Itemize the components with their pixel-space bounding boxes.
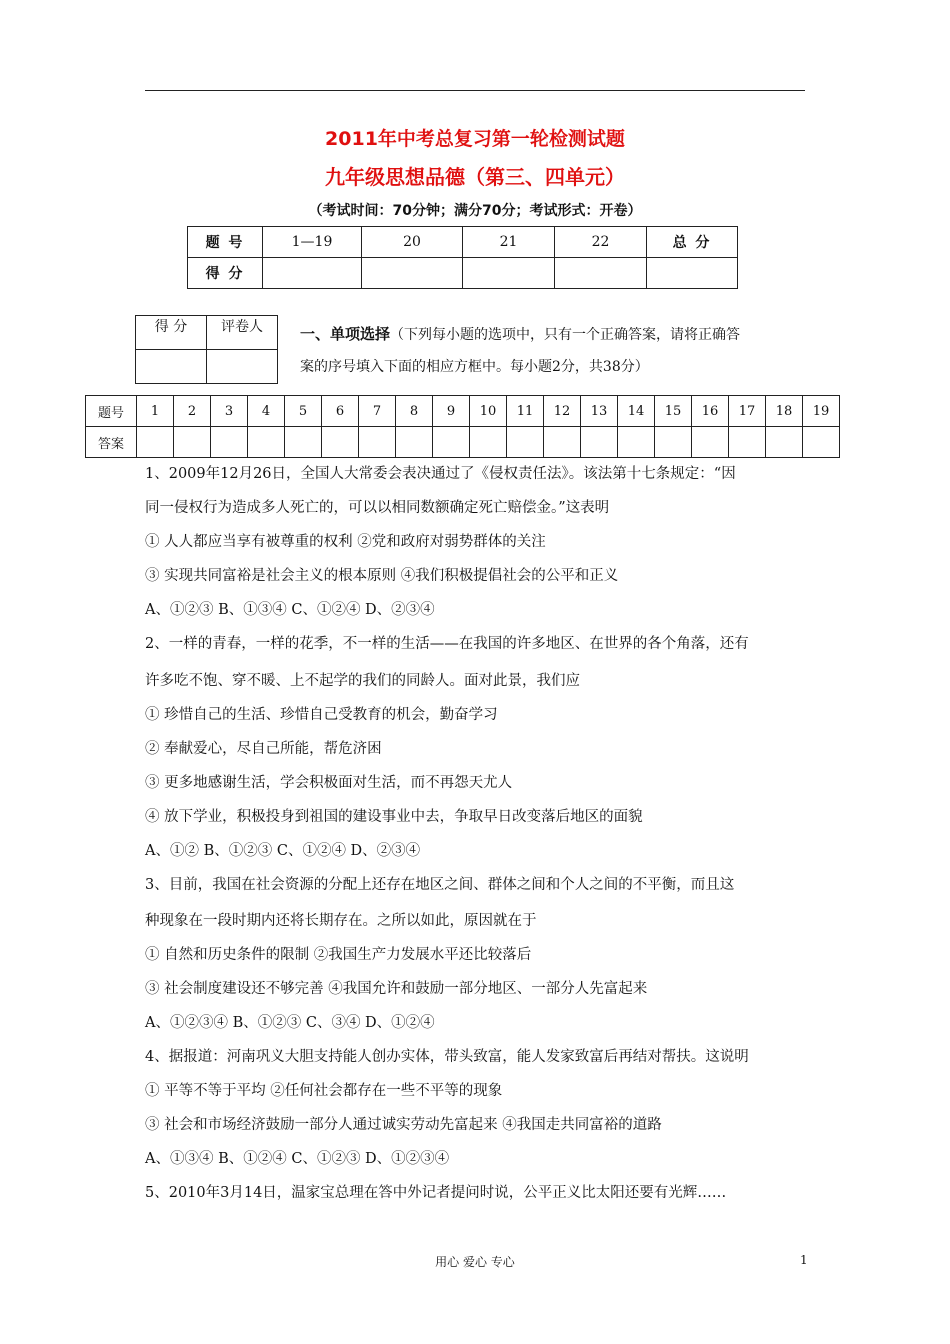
page-footer: 用心 爱心 专心 bbox=[435, 1255, 515, 1269]
question-line: ③ 社会和市场经济鼓励一部分人通过诚实劳动先富起来 ④我国走共同富裕的道路 bbox=[145, 1117, 662, 1133]
answer-entry-cell[interactable] bbox=[618, 427, 655, 458]
section-instructions: （下列每小题的选项中，只有一个正确答案，请将正确答 bbox=[390, 327, 741, 343]
answer-entry-cell[interactable] bbox=[729, 427, 766, 458]
question-line: A、①③④ B、①②④ C、①②③ D、①②③④ bbox=[145, 1151, 450, 1167]
score-header-cell: 总 分 bbox=[647, 227, 738, 258]
grader-score-label: 得 分 bbox=[136, 316, 207, 350]
answer-number-cell: 19 bbox=[803, 396, 840, 427]
question-line: ① 自然和历史条件的限制 ②我国生产力发展水平还比较落后 bbox=[145, 947, 532, 963]
answer-number-cell: 5 bbox=[285, 396, 322, 427]
answer-number-cell: 6 bbox=[322, 396, 359, 427]
score-table bbox=[187, 226, 738, 289]
question-line: A、①②③④ B、①②③ C、③④ D、①②④ bbox=[145, 1015, 435, 1031]
answer-number-cell: 4 bbox=[248, 396, 285, 427]
question-line: 许多吃不饱、穿不暖、上不起学的我们的同龄人。面对此景，我们应 bbox=[145, 673, 580, 689]
question-line: ① 珍惜自己的生活、珍惜自己受教育的机会，勤奋学习 bbox=[145, 707, 498, 723]
exam-subtitle: 九年级思想品德（第三、四单元） bbox=[325, 165, 625, 189]
question-line: 3、目前，我国在社会资源的分配上还存在地区之间、群体之间和个人之间的不平衡，而且这 bbox=[145, 877, 735, 893]
section-instructions: 案的序号填入下面的相应方框中。每小题2分，共38分） bbox=[300, 359, 649, 375]
answer-entry-cell[interactable] bbox=[470, 427, 507, 458]
score-table-header-row bbox=[188, 227, 738, 258]
answer-number-cell: 15 bbox=[655, 396, 692, 427]
answer-entry-cell[interactable] bbox=[211, 427, 248, 458]
score-header-cell: 题 号 bbox=[188, 227, 263, 258]
section-heading bbox=[300, 318, 815, 383]
answer-entry-cell[interactable] bbox=[692, 427, 729, 458]
grader-name-cell[interactable] bbox=[207, 350, 278, 384]
answer-entry-cell[interactable] bbox=[359, 427, 396, 458]
score-entry-cell[interactable] bbox=[555, 258, 647, 289]
page-number: 1 bbox=[800, 1253, 808, 1267]
answer-number-cell: 17 bbox=[729, 396, 766, 427]
question-line: ② 奉献爱心，尽自己所能，帮危济困 bbox=[145, 741, 382, 757]
score-entry-cell[interactable] bbox=[463, 258, 555, 289]
score-header-cell: 1—19 bbox=[263, 227, 362, 258]
grader-name-label: 评卷人 bbox=[207, 316, 278, 350]
answer-number-row bbox=[86, 396, 840, 427]
answer-entry-cell[interactable] bbox=[655, 427, 692, 458]
answer-number-cell: 16 bbox=[692, 396, 729, 427]
question-line: ④ 放下学业，积极投身到祖国的建设事业中去，争取早日改变落后地区的面貌 bbox=[145, 809, 643, 825]
answer-entry-cell[interactable] bbox=[285, 427, 322, 458]
question-line: 5、2010年3月14日，温家宝总理在答中外记者提问时说，公平正义比太阳还要有光辉…… bbox=[145, 1185, 727, 1201]
answer-number-cell: 14 bbox=[618, 396, 655, 427]
answer-row-label: 答案 bbox=[86, 427, 137, 458]
question-line: 种现象在一段时期内还将长期存在。之所以如此，原因就在于 bbox=[145, 913, 537, 929]
question-line: ① 平等不等于平均 ②任何社会都存在一些不平等的现象 bbox=[145, 1083, 503, 1099]
answer-number-cell: 9 bbox=[433, 396, 470, 427]
grader-table bbox=[135, 315, 278, 384]
answer-row-label: 题号 bbox=[86, 396, 137, 427]
answer-number-cell: 7 bbox=[359, 396, 396, 427]
header-rule bbox=[145, 90, 805, 91]
question-line: A、①② B、①②③ C、①②④ D、②③④ bbox=[145, 843, 421, 859]
score-header-cell: 20 bbox=[362, 227, 463, 258]
answer-entry-cell[interactable] bbox=[507, 427, 544, 458]
answer-number-cell: 1 bbox=[137, 396, 174, 427]
score-row-label: 得 分 bbox=[188, 258, 263, 289]
answer-entry-cell[interactable] bbox=[322, 427, 359, 458]
answer-entry-cell[interactable] bbox=[581, 427, 618, 458]
question-line: 2、一样的青春，一样的花季，不一样的生活——在我国的许多地区、在世界的各个角落，还有 bbox=[145, 636, 749, 652]
answer-number-cell: 2 bbox=[174, 396, 211, 427]
section-title: 一、单项选择 bbox=[300, 325, 391, 343]
answer-number-cell: 3 bbox=[211, 396, 248, 427]
answer-entry-row bbox=[86, 427, 840, 458]
question-line: ③ 社会制度建设还不够完善 ④我国允许和鼓励一部分地区、一部分人先富起来 bbox=[145, 981, 648, 997]
exam-info: （考试时间：70分钟；满分70分；考试形式：开卷） bbox=[308, 203, 642, 219]
question-line: 同一侵权行为造成多人死亡的，可以以相同数额确定死亡赔偿金。”这表明 bbox=[145, 500, 610, 516]
answer-table bbox=[85, 395, 840, 458]
exam-title: 2011年中考总复习第一轮检测试题 bbox=[325, 128, 625, 150]
score-entry-cell[interactable] bbox=[647, 258, 738, 289]
question-line: 4、据报道：河南巩义大胆支持能人创办实体，带头致富，能人发家致富后再结对帮扶。这说明 bbox=[145, 1049, 749, 1065]
answer-number-cell: 12 bbox=[544, 396, 581, 427]
question-line: A、①②③ B、①③④ C、①②④ D、②③④ bbox=[145, 602, 435, 618]
score-entry-cell[interactable] bbox=[263, 258, 362, 289]
answer-entry-cell[interactable] bbox=[174, 427, 211, 458]
answer-entry-cell[interactable] bbox=[137, 427, 174, 458]
grader-score-cell[interactable] bbox=[136, 350, 207, 384]
answer-number-cell: 11 bbox=[507, 396, 544, 427]
answer-entry-cell[interactable] bbox=[803, 427, 840, 458]
answer-entry-cell[interactable] bbox=[433, 427, 470, 458]
score-table-score-row bbox=[188, 258, 738, 289]
answer-entry-cell[interactable] bbox=[544, 427, 581, 458]
answer-number-cell: 18 bbox=[766, 396, 803, 427]
answer-entry-cell[interactable] bbox=[248, 427, 285, 458]
question-line: ③ 更多地感谢生活，学会积极面对生活，而不再怨天尤人 bbox=[145, 775, 513, 791]
score-header-cell: 21 bbox=[463, 227, 555, 258]
question-line: ③ 实现共同富裕是社会主义的根本原则 ④我们积极提倡社会的公平和正义 bbox=[145, 568, 619, 584]
answer-entry-cell[interactable] bbox=[766, 427, 803, 458]
question-line: 1、2009年12月26日，全国人大常委会表决通过了《侵权责任法》。该法第十七条规定：“因 bbox=[145, 466, 736, 482]
answer-entry-cell[interactable] bbox=[396, 427, 433, 458]
score-entry-cell[interactable] bbox=[362, 258, 463, 289]
score-header-cell: 22 bbox=[555, 227, 647, 258]
answer-number-cell: 8 bbox=[396, 396, 433, 427]
answer-number-cell: 13 bbox=[581, 396, 618, 427]
answer-number-cell: 10 bbox=[470, 396, 507, 427]
question-line: ① 人人都应当享有被尊重的权利 ②党和政府对弱势群体的关注 bbox=[145, 534, 546, 550]
